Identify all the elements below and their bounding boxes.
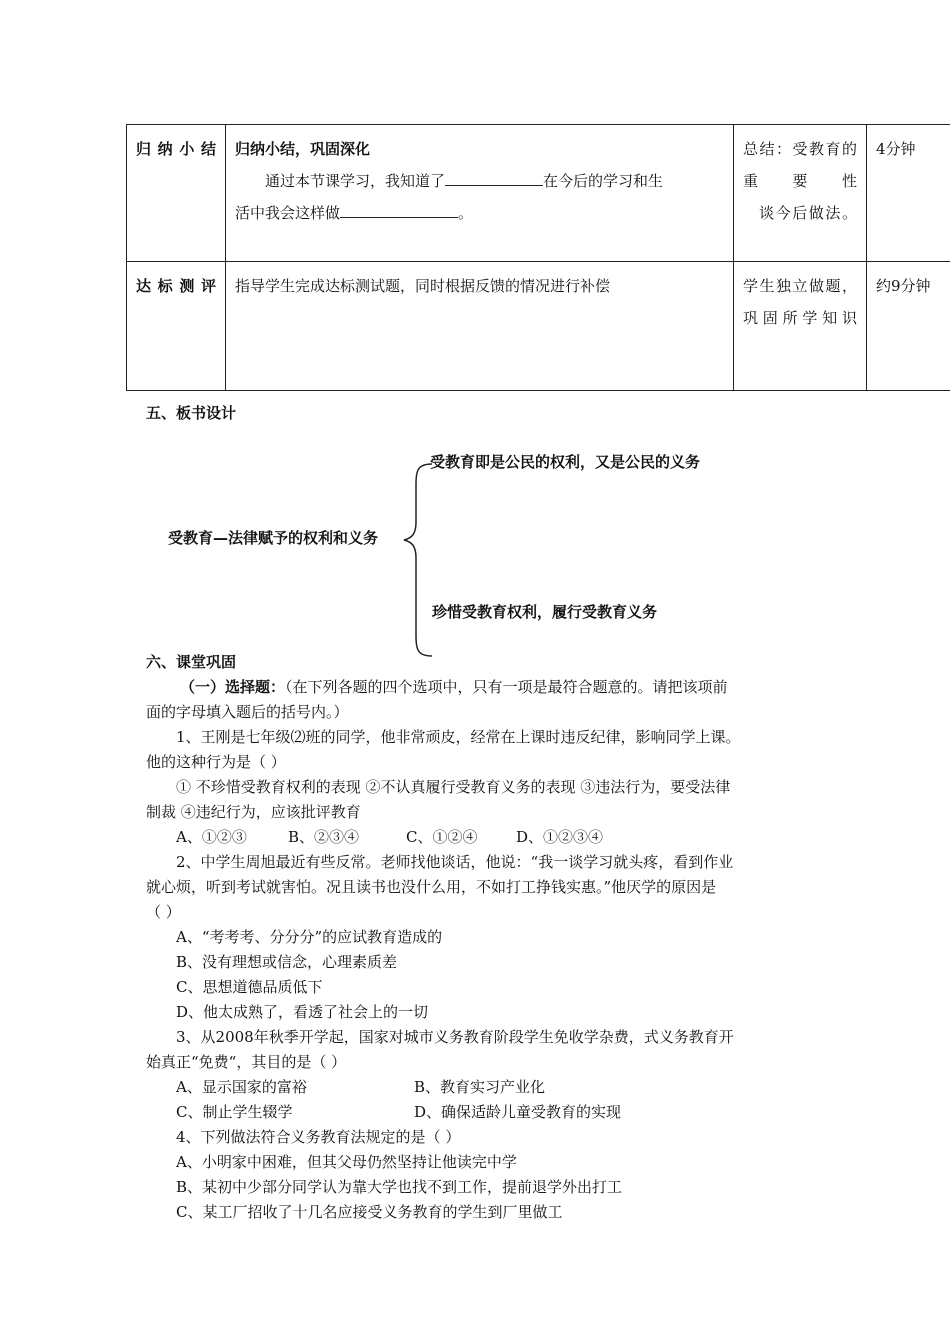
option: A、小明家中困难，但其父母仍然坚持让他读完中学: [176, 1153, 517, 1171]
option: D、①②③④: [516, 828, 604, 846]
instruction-line: （一）选择题：（在下列各题的四个选项中，只有一项是最符合题意的。请把该项前: [180, 678, 728, 696]
question-stem: 就心烦，听到考试就害怕。况且读书也没什么用，不如打工挣钱实惠。”他厌学的原因是: [146, 878, 717, 896]
option: D、确保适龄儿童受教育的实现: [414, 1103, 622, 1121]
time-cell: 约9分钟: [867, 262, 950, 391]
content-cell: 指导学生完成达标测试题，同时根据反馈的情况进行补偿: [226, 262, 734, 391]
time-cell: 4分钟: [867, 125, 950, 262]
option: C、①②④: [406, 828, 478, 846]
question-stem: （ ）: [146, 903, 181, 921]
section-heading-board: 五、板书设计: [146, 404, 237, 422]
option: A、①②③: [176, 828, 247, 846]
question-statement: 制裁 ④违纪行为，应该批评教育: [146, 803, 361, 821]
instruction-line: 面的字母填入题后的括号内。）: [146, 703, 349, 721]
board-bottom-branch: 珍惜受教育权利，履行受教育义务: [432, 603, 658, 621]
curly-brace-icon: [398, 460, 438, 660]
stage-cell: [127, 125, 226, 262]
option: C、某工厂招收了十几名应接受义务教育的学生到厂里做工: [176, 1203, 563, 1221]
question-stem: 3、从2008年秋季开学起，国家对城市义务教育阶段学生免收学杂费，式义务教育开: [176, 1028, 734, 1046]
question-options: [146, 825, 812, 850]
fill-blank: [445, 169, 543, 186]
board-top-branch: 受教育即是公民的权利，又是公民的义务: [430, 453, 701, 471]
content-line: 通过本节课学习，我知道了 在今后的学习和生: [235, 165, 724, 197]
option: C、思想道德品质低下: [176, 978, 323, 996]
student-activity-cell: 学生独立做题，巩固所学知识: [734, 262, 867, 391]
option: D、他太成熟了，看透了社会上的一切: [176, 1003, 429, 1021]
question-stem: 始真正“免费“，其目的是（ ）: [146, 1053, 347, 1071]
stage-cell: [127, 262, 226, 391]
table-row: [127, 125, 950, 262]
question-options: [146, 1100, 812, 1125]
option: A、“考考考、分分分”的应试教育造成的: [176, 928, 443, 946]
stage-label: 归纳小结: [136, 140, 216, 158]
question-stem: 1、王刚是七年级⑵班的同学，他非常顽皮，经常在上课时违反纪律，影响同学上课。: [176, 728, 741, 746]
fill-blank: [340, 201, 458, 218]
practice-questions: [146, 675, 812, 1225]
question-stem: 2、中学生周旭最近有些反常。老师找他谈话，他说：“我一谈学习就头疼，看到作业: [176, 853, 734, 871]
content-cell: [226, 125, 734, 262]
content-line: 活中我会这样做 。: [235, 197, 724, 229]
lesson-plan-table: [126, 124, 950, 391]
option: A、显示国家的富裕: [176, 1078, 307, 1096]
option: B、某初中少部分同学认为靠大学也找不到工作，提前退学外出打工: [176, 1178, 623, 1196]
board-center-topic: 受教育—法律赋予的权利和义务: [168, 529, 379, 547]
section-heading-practice: 六、课堂巩固: [146, 653, 237, 671]
option: C、制止学生辍学: [176, 1103, 293, 1121]
option: B、没有理想或信念，心理素质差: [176, 953, 398, 971]
option: B、教育实习产业化: [414, 1078, 546, 1096]
question-stem: 4、下列做法符合义务教育法规定的是（ ）: [176, 1128, 461, 1146]
question-statement: ① 不珍惜受教育权利的表现 ②不认真履行受教育义务的表现 ③违法行为，要受法律: [176, 778, 731, 796]
question-stem: 他的这种行为是（ ）: [146, 753, 286, 771]
question-options: [146, 1075, 812, 1100]
table-row: [127, 262, 950, 391]
student-activity-text: 谈今后做法。: [759, 204, 857, 222]
stage-label: 达标测评: [136, 277, 216, 295]
content-title: 归纳小结，巩固深化: [235, 140, 371, 158]
student-activity-text: 总结：受教育的重要性: [743, 140, 857, 190]
student-activity-cell: [734, 125, 867, 262]
option: B、②③④: [288, 828, 360, 846]
